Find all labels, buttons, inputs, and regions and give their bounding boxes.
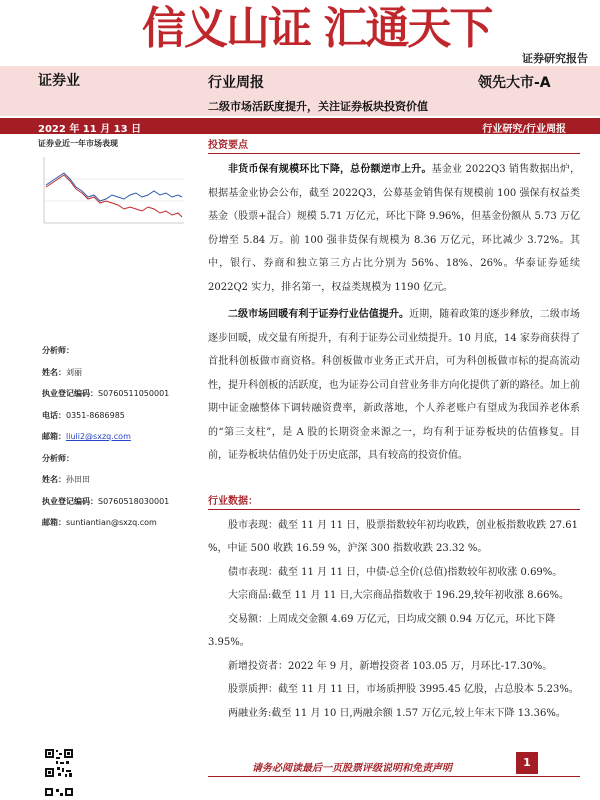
analyst-heading: 分析师： [42,346,74,355]
industry-label: 证券业 [38,73,80,89]
section-divider [208,153,580,154]
section-heading-data: 行业数据： [208,495,258,507]
analyst-name: 孙田田 [66,475,90,484]
paragraph-market-recovery [208,303,580,468]
data-commodity: 大宗商品:截至 11 月 11 日,大宗商品指数收于 196.29,较年初收涨 8.66%。 [228,590,570,601]
qr-code-icon [44,786,74,800]
data-margin: 两融业务:截至 11 月 10 日,两融余额 1.57 万亿元,较上年末下降 13.36%。 [228,707,566,719]
analyst-cert: S0760518030001 [98,496,170,506]
analyst-phone: 0351-8686985 [66,410,125,420]
section-heading-highlights: 投资要点 [208,140,248,151]
paragraph-lead: 非货币保有规模环比下降，总份额逆市上升。 [228,164,432,175]
analyst-email: suntiantian@sxzq.com [66,518,157,527]
section-divider [208,509,580,510]
report-category: 行业研究/行业周报 [482,124,566,135]
report-kind: 行业周报 [208,75,264,91]
headline: 二级市场活跃度提升，关注证券板块投资价值 [208,100,428,113]
paragraph-fund-sales [208,158,580,299]
data-stock: 股市表现：截至 11 月 11 日，股票指数较年初均收跌，创业板指数收跌 27.61 %，中证 500 收跌 16.59 %，沪深 300 指数收跌 23.32 %。 [208,519,578,554]
analyst-info [42,340,202,534]
data-volume: 交易额：上周成交金额 4.69 万亿元，日均成交额 0.94 万亿元，环比下降 3.95%。 [208,613,556,648]
paragraph-body: 基金业 2022Q3 销售数据出炉，根据基金业协会公布，截至 2022Q3，公募基金销售保有规模前 100 强保有权益类基金（股票+混合）规模 5.71 万亿元，环比下降 9.96%，但基金份额从 5.73 万亿份增至 5.84 万。前 100 强非货保有规模为 8.36 万亿元，环比减少 3.72%。其中，银行、券商和独立第三方占比分别为 56%、18%、26%。华泰证券延续 2022Q2 实力，排名第一，权益类规模为 1190 亿元。 [208,164,581,293]
analyst-cert: S0760511050001 [98,389,170,398]
phone-label: 电话： [42,410,66,420]
qr-code-icon [44,748,74,778]
date-bar [0,118,600,134]
header-banner [0,0,600,58]
data-bond: 债市表现：截至 11 月 11 日，中债-总全价(总值)指数较年初收涨 0.69%。 [228,566,563,578]
footer-divider [208,776,580,777]
analyst-email-link[interactable]: liuli2@sxzq.com [66,432,131,441]
analyst-heading: 分析师： [42,453,74,463]
market-performance-chart [38,151,188,231]
cert-label: 执业登记编码： [42,389,98,398]
email-label: 邮箱： [42,518,66,527]
sidebar [38,136,198,235]
chart-title: 证券业近一年市场表现 [38,139,118,148]
report-date: 2022 年 11 月 13 日 [38,124,142,135]
paragraph-lead: 二级市场回暖有利于证券行业估值提升。 [228,309,410,320]
name-label: 姓名： [42,475,66,484]
data-new-investors: 新增投资者：2022 年 9 月，新增投资者 103.05 万，月环比-17.30%。 [228,660,553,672]
report-type-label: 证券研究报告 [522,52,588,65]
disclaimer-note: 请务必阅读最后一页股票评级说明和免责声明 [252,763,452,774]
rating-label: 领先大市-A [478,75,551,91]
data-pledge: 股票质押：截至 11 月 11 日，市场质押股 3995.45 亿股，占总股本 5.23%。 [228,684,579,695]
email-label: 邮箱： [42,432,66,441]
name-label: 姓名： [42,367,66,377]
cert-label: 执业登记编码： [42,496,98,506]
analyst-name: 刘丽 [66,367,82,377]
page-number: 1 [516,752,538,774]
paragraph-body: 近期，随着政策的逐步释放，二级市场逐步回暖，成交量有所提升，有利于证券公司业绩提升。10 月底，14 家券商获得了首批科创板做市商资格。科创板做市业务正式开启，可为科创板做市标的提高流动性，提升科创板的活跃度，也为证券公司自营业务非方向化提供了新的路径。加上前期中证金融整体下调转融资费率，新政落地，个人养老账户有望成为我国养老体系的“第三支柱”，是 A 股的长期资金来源之一，均有利于证券板块的估值修复。目前，证券板块估值仍处于历史底部，具有较高的投资价值。 [208,309,581,461]
slogan: 信义山证 汇通天下 [142,3,492,54]
main-content [208,136,580,725]
